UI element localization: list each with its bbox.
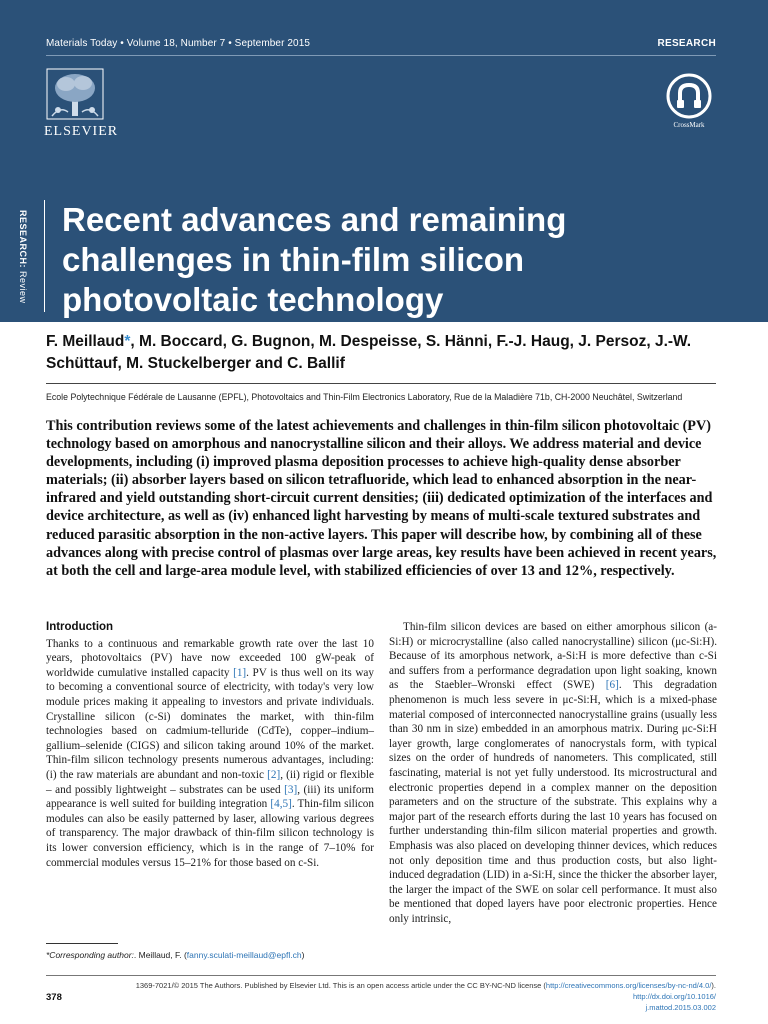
footnote-name: . Meillaud, F. ( [133,950,187,960]
abstract: This contribution reviews some of the latest achievements and challenges in thin-film silicon photovoltaic (PV) technology based on amorphous and nanocrystalline silicon and their alloys. We address material and device developments, including (i) improved plasma deposition processes to achieve high-quality dense absorber materials; (ii) absorber layers based on silicon tetrafluoride, which lead to enhanced absorption in the near-infrared and yield outstanding short-circuit current densities; (iii) dedicated optimization of the interfaces and device architecture, as well as (iv) enhanced light harvesting by means of multi-scale textured substrates and reduced parasitic absorption in the non-active layers. This paper will describe how, by combining all of these advances along with precise control of plasmas over large areas, key results have been achieved in recent years, at both the cell and large-area module level, with stabilized efficiencies of over 13 and 12%, respectively. [46,418,717,579]
footnote-divider [46,943,118,944]
citation-link[interactable]: [6] [605,679,619,692]
body-column-left [46,620,374,870]
elsevier-tree-logo-icon [46,68,104,120]
author-list [46,331,716,375]
side-tab-rest: Review [18,268,28,304]
citation-link[interactable]: [2] [267,768,281,781]
license-footer [100,980,716,1013]
citation-link[interactable]: [1] [233,666,247,679]
text-run: Thanks to a continuous and remarkable growth rate over the last 10 years, photovoltaics (PV) have now exceeded 100 gW-peak of worldwide cumulative installed capacity [46,637,374,679]
citation-link[interactable]: [3] [284,783,298,796]
journal-citation: Materials Today • Volume 18, Number 7 • September 2015 [46,38,311,49]
crossmark-label: CrossMark [673,121,705,129]
coauthors: , M. Boccard, G. Bugnon, M. Despeisse, S. Hänni, F.-J. Haug, J. Persoz, J.-W. Schüttauf, M. Stuckelberger and C. Ballif [46,333,692,372]
license-text: 1369-7021/© 2015 The Authors. Published by Elsevier Ltd. This is an open access article under the CC BY-NC-ND license ( [135,981,546,990]
text-run: , (iii) its uniform appearance is well suited for building integration [46,783,374,811]
paragraph [389,620,717,926]
text-run: . PV is thus well on its way to becoming a conventional source of electricity, with today's very low module prices making it appealing to investors and private individuals. Crystalline silicon (c-Si) dominates the market, with thin-film technologies based on cadmium-telluride (CdTe), copper–indium–gallium–selenide (CIGS) and silicon taking around 10% of the market. Thin-film silicon technology presents numerous advantages, including: (i) the raw materials are abundant and non-toxic [46,666,374,781]
footer-divider [46,975,716,976]
affiliation: Ecole Polytechnique Fédérale de Lausanne (EPFL), Photovoltaics and Thin-Film Electronics Laboratory, Rue de la Maladière 71b, CH-2000 Neuchâtel, Switzerland [46,392,683,402]
publisher-logo-text: ELSEVIER [44,124,119,139]
text-run: . This degradation phenomenon is much less severe in μc-Si:H, which is a mixed-phase material composed of interconnected nanocrystalline grains (usually less than 30 nm in size) embedded in an amorphous matrix. During μc-Si:H layer growth, large conglomerates of nanocrystals form, with typical sizes on the order of hundreds of nanometers. This complicated, still fascinating, material is not yet fully understood. Its microstructural and electronic properties depend in a complex manner on the deposition parameters and on the structure of the substrate. This explains why a major part of the research efforts during the last 10 years has focused on further understanding thin-film silicon material properties and growth. Emphasis was also placed on developing thinner devices, which reduces not only deposition time and thus production costs, but also light-induced degradation (LID) in a-Si:H, since the thicker the absorber layer, the larger the impact of the SWE on solar cell performance. It must also be mentioned that doped layers have poor electronic properties. Hence only intrinsic, [389,679,717,925]
page-number: 378 [46,992,62,1003]
body-column-right [389,620,717,926]
footnote-close: ) [301,950,305,960]
footnote-label: *Corresponding author: [46,950,134,960]
corresponding-author-marker[interactable]: * [124,333,131,350]
text-run: , (ii) rigid or flexible – and possibly lightweight – substrates can be used [46,768,374,796]
section-label: RESEARCH [657,38,716,49]
doi-link-part1[interactable]: http://dx.doi.org/10.1016/ [633,992,716,1001]
header-divider [46,55,716,56]
corresponding-author-footnote [46,950,376,960]
side-tab-bold: RESEARCH: [18,210,28,269]
crossmark-icon[interactable] [666,73,712,119]
side-tab-label [12,210,28,330]
text-run: . Thin-film silicon modules can also be easily patterned by laser, allowing various degrees of transparency. The major drawback of thin-film silicon technology is its lower conversion efficiency, which is in the range of 7–10% for commercial modules versus 15–21% for those based on c-Si. [46,798,374,869]
email-link[interactable]: fanny.sculati-meillaud@epfl.ch [186,950,302,960]
text-run: Thin-film silicon devices are based on either amorphous silicon (a-Si:H) or microcrystalline (also called nanocrystalline) silicon (μc-Si:H). Because of its amorphous network, a-Si:H is more defective than c-Si and suffers from a performance degradation upon light soaking, known as the Staebler–Wronski effect (SWE) [389,621,717,692]
article-title: Recent advances and remaining challenges in thin-film silicon photovoltaic technology [62,201,567,318]
section-heading-introduction: Introduction [46,621,114,633]
citation-link[interactable]: [4,5] [270,798,292,811]
header-banner [0,0,768,322]
doi-link-part2[interactable]: j.mattod.2015.03.002 [645,1003,716,1012]
title-side-rule [44,200,45,312]
affiliation-divider [46,383,716,384]
first-author: F. Meillaud [46,333,125,350]
paragraph [46,637,374,871]
license-link[interactable]: http://creativecommons.org/licenses/by-nc-nd/4.0/ [545,981,712,990]
doi-prefix: ). [711,981,716,990]
